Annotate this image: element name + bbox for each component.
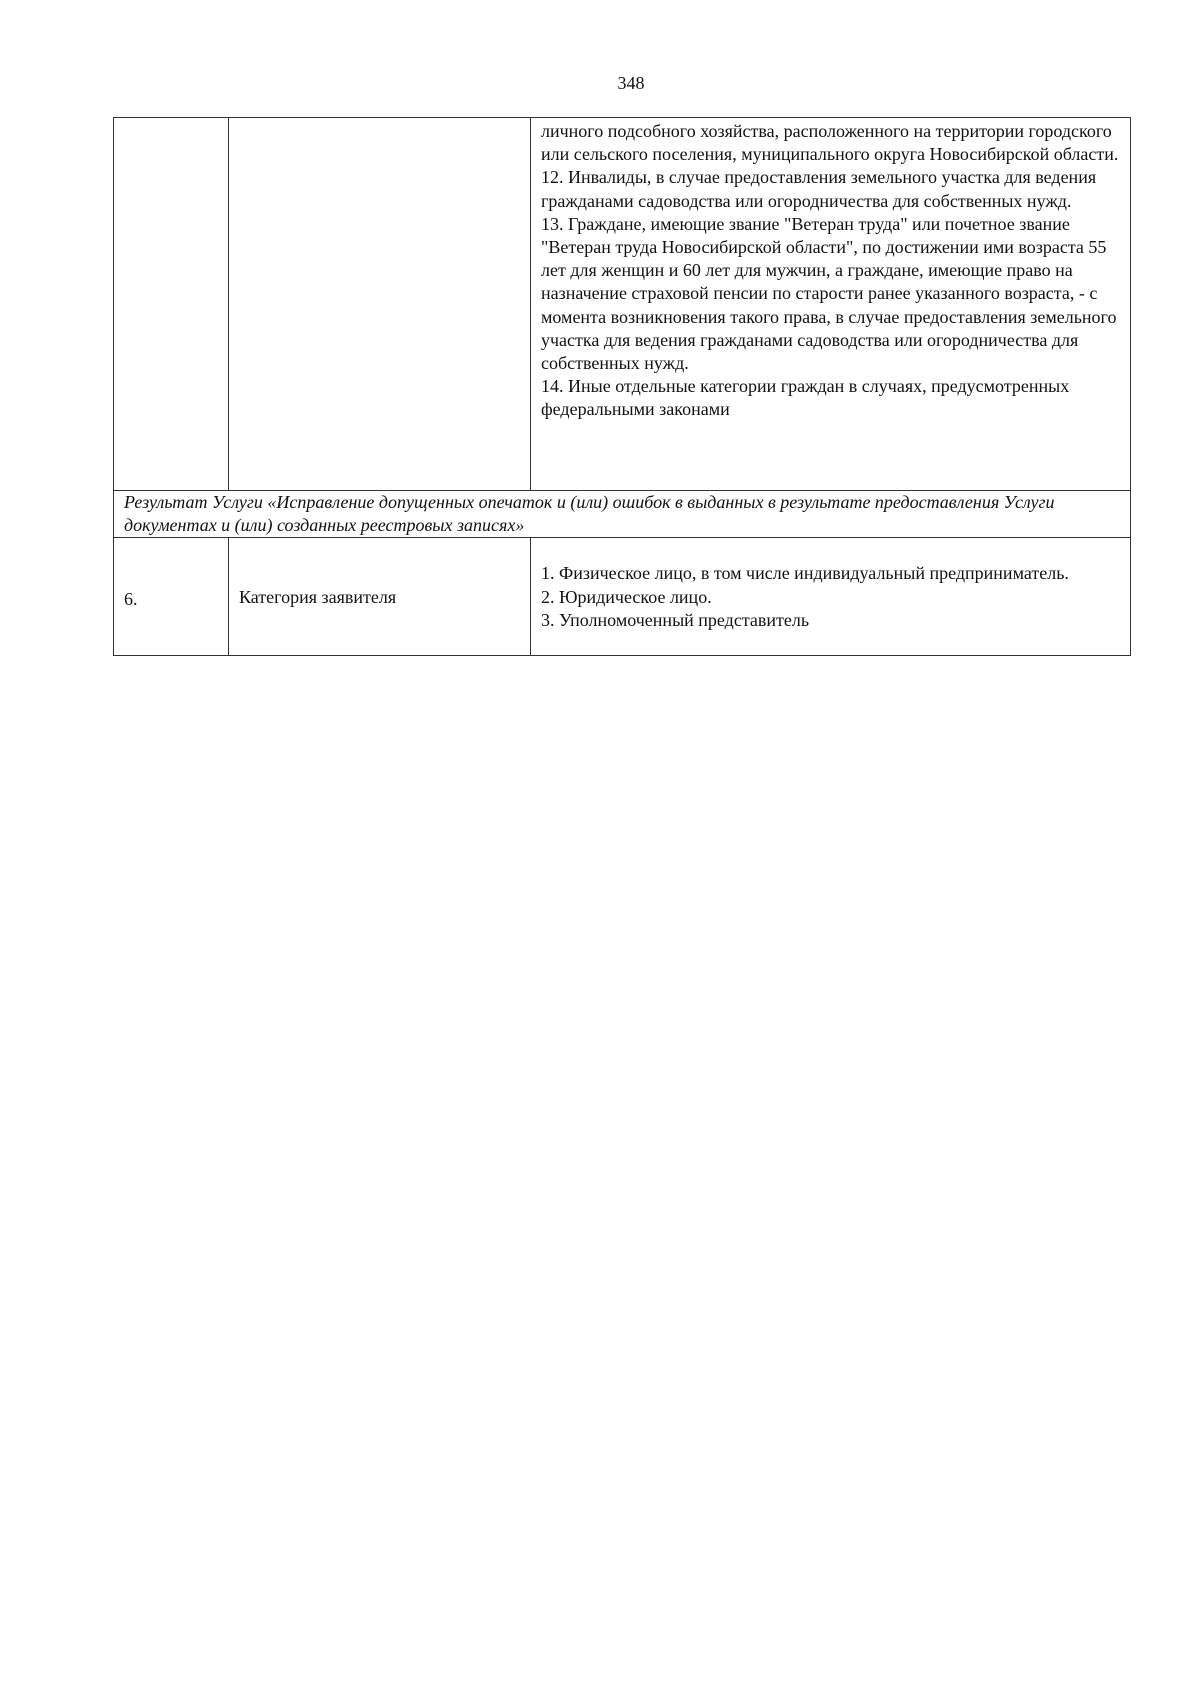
row-number-cell [114,538,229,656]
category-line: личного подсобного хозяйства, расположенного на территории городского или сельского поселения, муниципального округа Новосибирской области. [541,121,1119,165]
section-heading: Результат Услуги «Исправление допущенных опечаток и (или) ошибок в выданных в результате предоставления Услуги документах и (или) созданных реестровых записях» [124,492,1055,536]
table-row-6 [114,538,1131,656]
row-label-cell [229,538,531,656]
category-line: 12. Инвалиды, в случае предоставления земельного участка для ведения гражданами садоводства или огородничества для собственных нужд. [541,167,1097,211]
number-cell-empty [114,118,229,491]
applicant-item: 3. Уполномоченный представитель [541,609,810,630]
applicant-item: 2. Юридическое лицо. [541,586,712,607]
category-line: 13. Граждане, имеющие звание "Ветеран труда" или почетное звание "Ветеран труда Новосибирской области", по достижении ими возраста 55 лет для женщин и 60 лет для мужчин, а граждане, имеющие право на назначение страховой пенсии по старости ранее указанного возраста, - с момента возникновения такого права, в случае предоставления земельного участка для ведения гражданами садоводства или огородничества для собственных нужд. [541,213,1117,374]
table-row-continued [114,118,1131,491]
section-heading-cell [114,491,1131,538]
row-label: Категория заявителя [239,587,397,608]
row-values-cell [531,538,1131,656]
criteria-table [113,117,1131,656]
page-number: 348 [617,73,645,93]
applicant-item: 1. Физическое лицо, в том числе индивидуальный предприниматель. [541,563,1069,584]
categories-cell [531,118,1131,491]
row-number: 6. [124,589,138,610]
label-cell-empty [229,118,531,491]
category-line: 14. Иные отдельные категории граждан в случаях, предусмотренных федеральными законами [541,376,1070,420]
table-row-section-heading [114,491,1131,538]
